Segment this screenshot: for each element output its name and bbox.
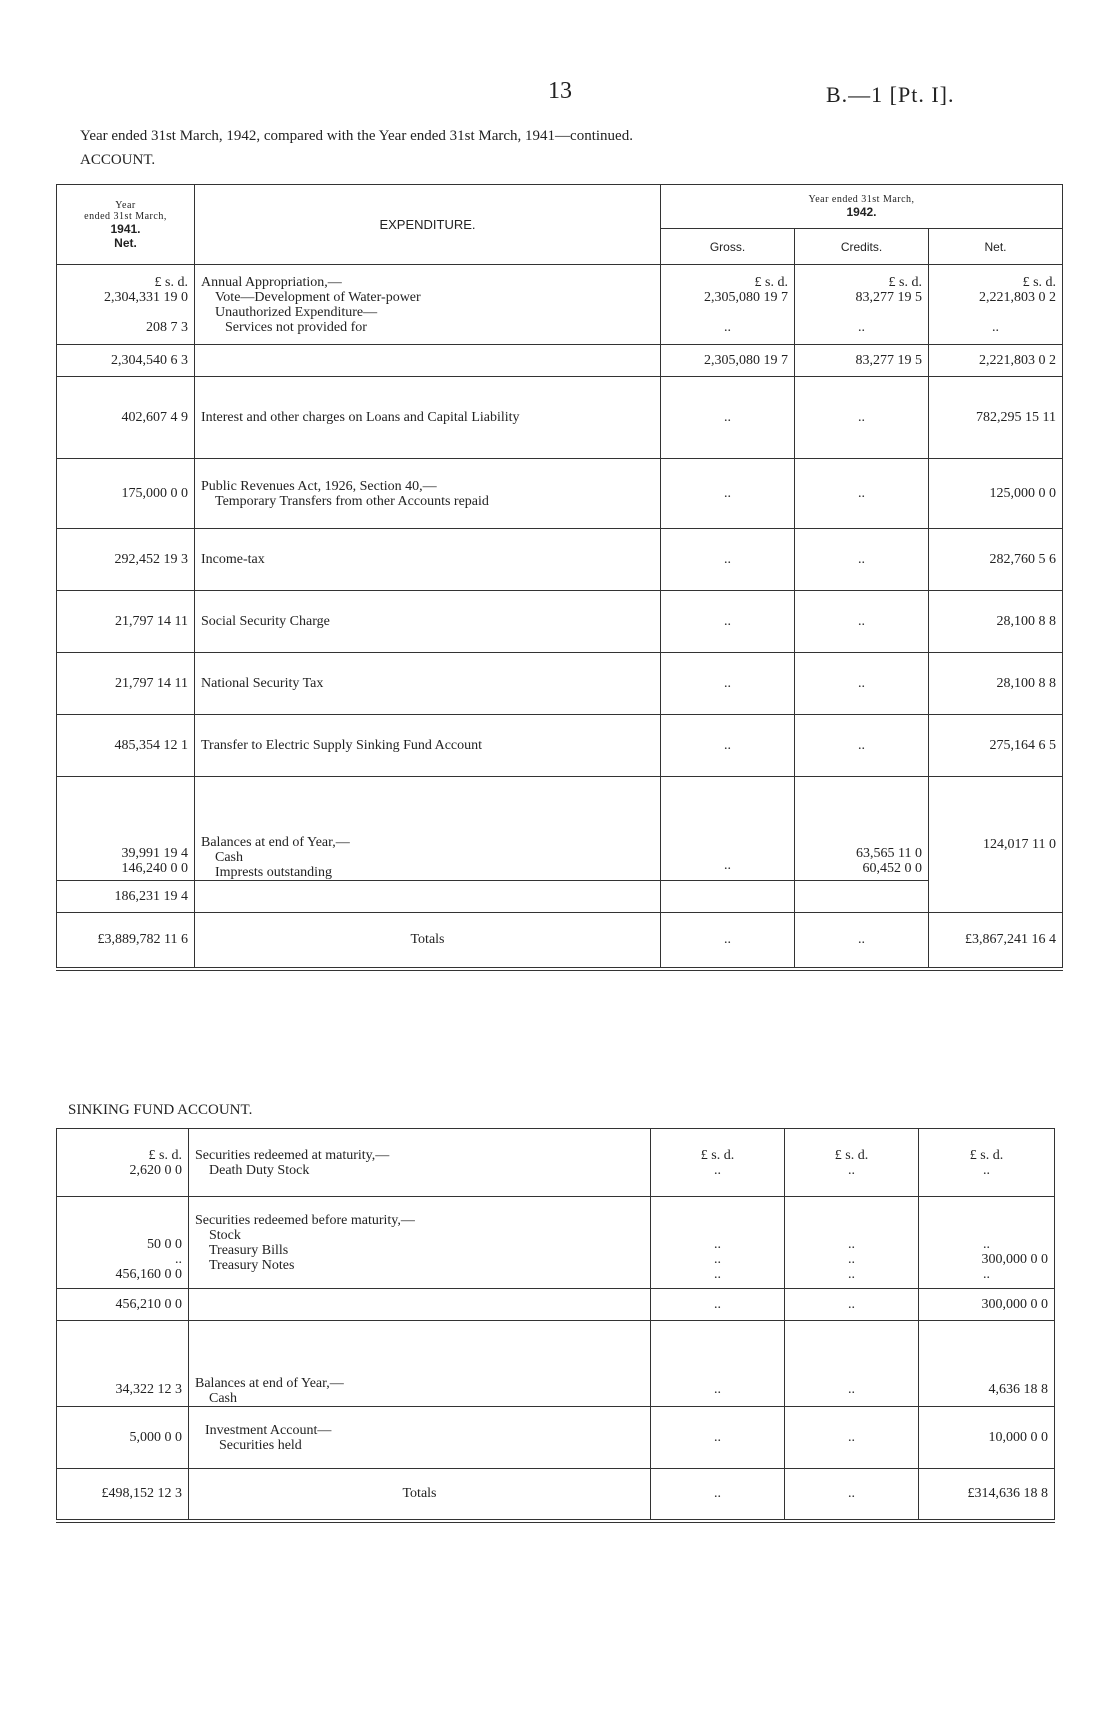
redeemed-subtotal-row: 456,210 0 0 .. .. 300,000 0 0 xyxy=(57,1289,1055,1321)
net-annual-total: 2,221,803 0 2 xyxy=(929,345,1063,377)
table-row: 21,797 14 11 National Security Tax .. .. 28,100 8 8 xyxy=(57,653,1063,715)
sinking-totals-label: Totals xyxy=(189,1469,651,1521)
table-row: 485,354 12 1 Transfer to Electric Supply Sinking Fund Account .. .. 275,164 6 5 xyxy=(57,715,1063,777)
credits-annual-cell: £ s. d. 83,277 19 5 .. xyxy=(795,265,929,345)
document-reference: B.—1 [Pt. I]. xyxy=(826,82,955,107)
credits-header: Credits. xyxy=(795,229,929,265)
credits-annual-total: 83,277 19 5 xyxy=(795,345,929,377)
totals-label: Totals xyxy=(195,913,661,969)
investment-row: 5,000 0 0 Investment Account— Securities held .. .. 10,000 0 0 xyxy=(57,1407,1055,1469)
net-grand-total: £3,867,241 16 4 xyxy=(929,913,1063,969)
table-row: 175,000 0 0 Public Revenues Act, 1926, Section 40,— Temporary Transfers from other Accounts repaid .. .. 125,000 0 0 xyxy=(57,459,1063,529)
prior-annual-cell: £ s. d. 2,304,331 19 0 208 7 3 xyxy=(57,265,195,345)
totals-row: £3,889,782 11 6 Totals .. .. £3,867,241 16 4 xyxy=(57,913,1063,969)
section-title: ACCOUNT. xyxy=(80,152,156,168)
prior-annual-total: 2,304,540 6 3 xyxy=(57,345,195,377)
page-caption: Year ended 31st March, 1942, compared with the Year ended 31st March, 1941—continued. xyxy=(80,128,633,144)
sinking-fund-table xyxy=(56,1128,1055,1523)
current-year-header: Year ended 31st March, 1942. xyxy=(661,185,1063,229)
table-row: 292,452 19 3 Income-tax .. .. 282,760 5 6 xyxy=(57,529,1063,591)
annual-description: Annual Appropriation,— Vote—Development of Water-power Unauthorized Expenditure— Services not provided for xyxy=(195,265,661,345)
net-header: Net. xyxy=(929,229,1063,265)
sinking-totals-row: £498,152 12 3 Totals .. .. £314,636 18 8 xyxy=(57,1469,1055,1521)
balances-row: 39,991 19 4 146,240 0 0 Balances at end of Year,— Cash Imprests outstanding .. 63,565 11 0 60,452 0 0 124,017 11 0 xyxy=(57,777,1063,881)
gross-annual-total: 2,305,080 19 7 xyxy=(661,345,795,377)
sinking-fund-title: SINKING FUND ACCOUNT. xyxy=(68,1102,253,1118)
annual-appropriation-row xyxy=(57,265,1063,345)
prior-year-header: Year ended 31st March, 1941. Net. xyxy=(57,185,195,265)
gross-annual-cell: £ s. d. 2,305,080 19 7 .. xyxy=(661,265,795,345)
expenditure-account-table xyxy=(56,184,1063,971)
sinking-cash-row: 34,322 12 3 Balances at end of Year,— Cash .. .. 4,636 18 8 xyxy=(57,1321,1055,1407)
prior-grand-total: £3,889,782 11 6 xyxy=(57,913,195,969)
table-row: 402,607 4 9 Interest and other charges on Loans and Capital Liability .. .. 782,295 15 11 xyxy=(57,377,1063,459)
balances-subtotal-row: 186,231 19 4 xyxy=(57,881,1063,913)
table-row: 21,797 14 11 Social Security Charge .. .. 28,100 8 8 xyxy=(57,591,1063,653)
expenditure-header: EXPENDITURE. xyxy=(195,185,661,265)
page-number: 13 xyxy=(548,78,572,104)
gross-header: Gross. xyxy=(661,229,795,265)
balances-net-total: 124,017 11 0 xyxy=(929,777,1063,913)
sinking-prior-total: £498,152 12 3 xyxy=(57,1469,189,1521)
redeemed-before-row: 50 0 0 .. 456,160 0 0 Securities redeemed before maturity,— Stock Treasury Bills Treasury Notes .. .. .. .. .. .. .. 300,000 0 0 .. xyxy=(57,1197,1055,1289)
matured-row: £ s. d. 2,620 0 0 Securities redeemed at maturity,— Death Duty Stock £ s. d. .. £ s. d. .. £ s. d. .. xyxy=(57,1129,1055,1197)
net-annual-cell: £ s. d. 2,221,803 0 2 .. xyxy=(929,265,1063,345)
sinking-net-total: £314,636 18 8 xyxy=(919,1469,1055,1521)
annual-subtotal-row xyxy=(57,345,1063,377)
